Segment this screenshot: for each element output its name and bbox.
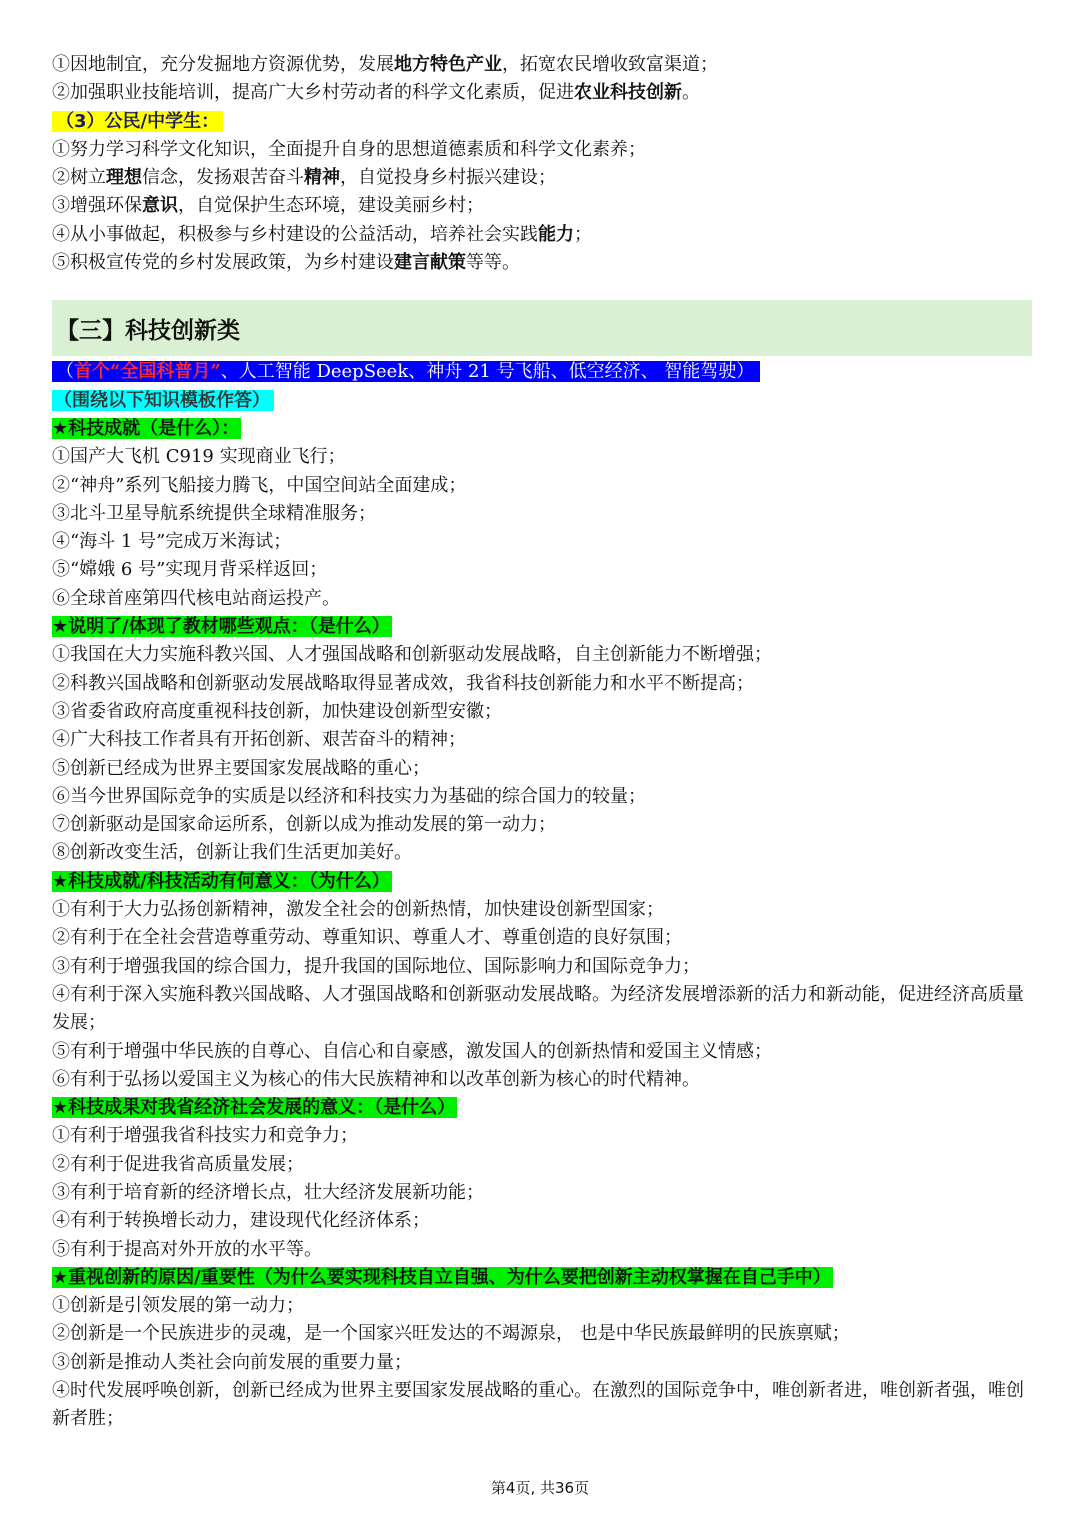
group-heading: ★科技成果对我省经济社会发展的意义：（是什么）	[52, 1097, 456, 1119]
paragraph-line	[52, 51, 1032, 79]
paragraph-line	[52, 136, 1032, 164]
list-item: ⑤创新已经成为世界主要国家发展战略的重心；	[52, 757, 430, 779]
subheading-citizen: （3）公民/中学生：	[52, 111, 223, 132]
topics-line	[52, 358, 1032, 386]
list-item: ①有利于大力弘扬创新精神，激发全社会的创新热情，加快建设创新型国家；	[52, 899, 664, 921]
text-run: ②加强职业技能培训，提高广大乡村劳动者的科学文化素质，促进	[52, 82, 574, 104]
paragraph-line	[52, 192, 1032, 220]
highlight-red-text: 首个“全国科普月”	[74, 361, 221, 383]
page-content	[52, 51, 1032, 1434]
group-heading-line	[52, 415, 1032, 443]
subheading-line	[52, 108, 1032, 136]
group-heading-line	[52, 1264, 1032, 1292]
group-heading-line	[52, 868, 1032, 896]
group-heading: ★说明了/体现了教材哪些观点：（是什么）	[52, 616, 390, 638]
knowledge-groups	[52, 415, 1032, 1434]
text-run: ，自觉保护生态环境，建设美丽乡村；	[178, 195, 484, 217]
paragraph-line	[52, 221, 1032, 249]
text-run: ①努力学习科学文化知识，全面提升自身的思想道德素质和科学文化素养；	[52, 138, 646, 160]
paragraph-line	[52, 249, 1032, 277]
text-run: ，拓宽农民增收致富渠道；	[502, 54, 718, 75]
template-note: （围绕以下知识模板作答）	[52, 390, 274, 411]
list-item: ④有利于转换增长动力，建设现代化经济体系；	[52, 1210, 430, 1232]
topics-banner	[52, 361, 760, 382]
list-item: ③有利于培育新的经济增长点，壮大经济发展新功能；	[52, 1181, 484, 1203]
group-heading-line	[52, 1094, 1032, 1122]
list-item: ①有利于增强我省科技实力和竞争力；	[52, 1125, 358, 1147]
page-number: 第4页, 共36页	[490, 1479, 590, 1497]
text-run: ⑤积极宣传党的乡村发展政策，为乡村建设	[52, 252, 394, 274]
text-run: ②树立	[52, 167, 106, 189]
text-run: （	[56, 361, 74, 383]
list-item: ③省委省政府高度重视科技创新，加快建设创新型安徽；	[52, 700, 502, 722]
list-item: ③有利于增强我国的综合国力，提升我国的国际地位、国际影响力和国际竞争力；	[52, 955, 700, 977]
bold-term: 理想	[106, 167, 142, 189]
list-item: ②科教兴国战略和创新驱动发展战略取得显著成效，我省科技创新能力和水平不断提高；	[52, 672, 754, 694]
text-run: ③增强环保	[52, 195, 142, 217]
list-item: ①我国在大力实施科教兴国、人才强国战略和创新驱动发展战略，自主创新能力不断增强；	[52, 644, 772, 666]
text-run: ；	[574, 223, 592, 245]
group-heading-line	[52, 613, 1032, 641]
text-run: 等等。	[466, 252, 520, 274]
list-item: ⑥当今世界国际竞争的实质是以经济和科技实力为基础的综合国力的较量；	[52, 785, 646, 807]
list-item: ⑦创新驱动是国家命运所系，创新以成为推动发展的第一动力；	[52, 814, 556, 836]
group-heading: ★科技成就（是什么）：	[52, 417, 240, 439]
text-run: 信念，发扬艰苦奋斗	[142, 167, 304, 189]
list-item: ②有利于促进我省高质量发展；	[52, 1153, 304, 1175]
list-item: ①创新是引领发展的第一动力；	[52, 1295, 304, 1317]
list-item: ②“神舟”系列飞船接力腾飞，中国空间站全面建成；	[52, 474, 467, 496]
list-item: ⑧创新改变生活，创新让我们生活更加美好。	[52, 842, 412, 864]
bold-term: 农业科技创新	[574, 82, 682, 104]
list-item: ③北斗卫星导航系统提供全球精准服务；	[52, 502, 376, 524]
text-run: ①因地制宜，充分发掘地方资源优势，发展	[52, 54, 394, 75]
bold-term: 建言献策	[394, 252, 466, 274]
bold-term: 精神	[304, 167, 340, 189]
list-item: ①国产大飞机 C919 实现商业飞行；	[52, 446, 346, 468]
bold-term: 能力	[538, 223, 574, 245]
template-note-line	[52, 387, 1032, 415]
list-item: ⑤“嫦娥 6 号”实现月背采样返回；	[52, 559, 328, 581]
bold-term: 意识	[142, 195, 178, 217]
group-heading: ★重视创新的原因/重要性（为什么要实现科技自立自强、为什么要把创新主动权掌握在自己手中）	[52, 1266, 831, 1288]
paragraph-line	[52, 79, 1032, 107]
list-item: ③创新是推动人类社会向前发展的重要力量；	[52, 1351, 412, 1373]
bold-term: 地方特色产业	[394, 54, 502, 75]
list-item: ⑥全球首座第四代核电站商运投产。	[52, 587, 340, 609]
list-item: ④广大科技工作者具有开拓创新、艰苦奋斗的精神；	[52, 729, 466, 751]
section-title: 【三】科技创新类	[52, 300, 1032, 356]
group-heading: ★科技成就/科技活动有何意义：（为什么）	[52, 870, 390, 892]
list-item: ④“海斗 1 号”完成万米海试；	[52, 531, 292, 553]
list-item: ⑥有利于弘扬以爱国主义为核心的伟大民族精神和以改革创新为核心的时代精神。	[52, 1068, 700, 1090]
text-run: 。	[682, 82, 700, 104]
list-item: ②有利于在全社会营造尊重劳动、尊重知识、尊重人才、尊重创造的良好氛围；	[52, 927, 682, 949]
list-item: ⑤有利于提高对外开放的水平等。	[52, 1238, 322, 1260]
paragraph-line	[52, 164, 1032, 192]
text-run: ，自觉投身乡村振兴建设；	[340, 167, 556, 189]
list-item: ④有利于深入实施科教兴国战略、人才强国战略和创新驱动发展战略。为经济发展增添新的活力和新动能，促进经济高质量发展；	[52, 983, 1024, 1034]
text-run: ④从小事做起，积极参与乡村建设的公益活动，培养社会实践	[52, 223, 538, 245]
list-item: ⑤有利于增强中华民族的自尊心、自信心和自豪感，激发国人的创新热情和爱国主义情感；	[52, 1040, 772, 1062]
list-item: ②创新是一个民族进步的灵魂，是一个国家兴旺发达的不竭源泉， 也是中华民族最鲜明的民族禀赋；	[52, 1323, 850, 1345]
text-run: 、人工智能 DeepSeek、神舟 21 号飞船、低空经济、 智能驾驶）	[220, 361, 755, 383]
list-item: ④时代发展呼唤创新，创新已经成为世界主要国家发展战略的重心。在激烈的国际竞争中，唯创新者进，唯创新者强，唯创新者胜；	[52, 1380, 1024, 1430]
